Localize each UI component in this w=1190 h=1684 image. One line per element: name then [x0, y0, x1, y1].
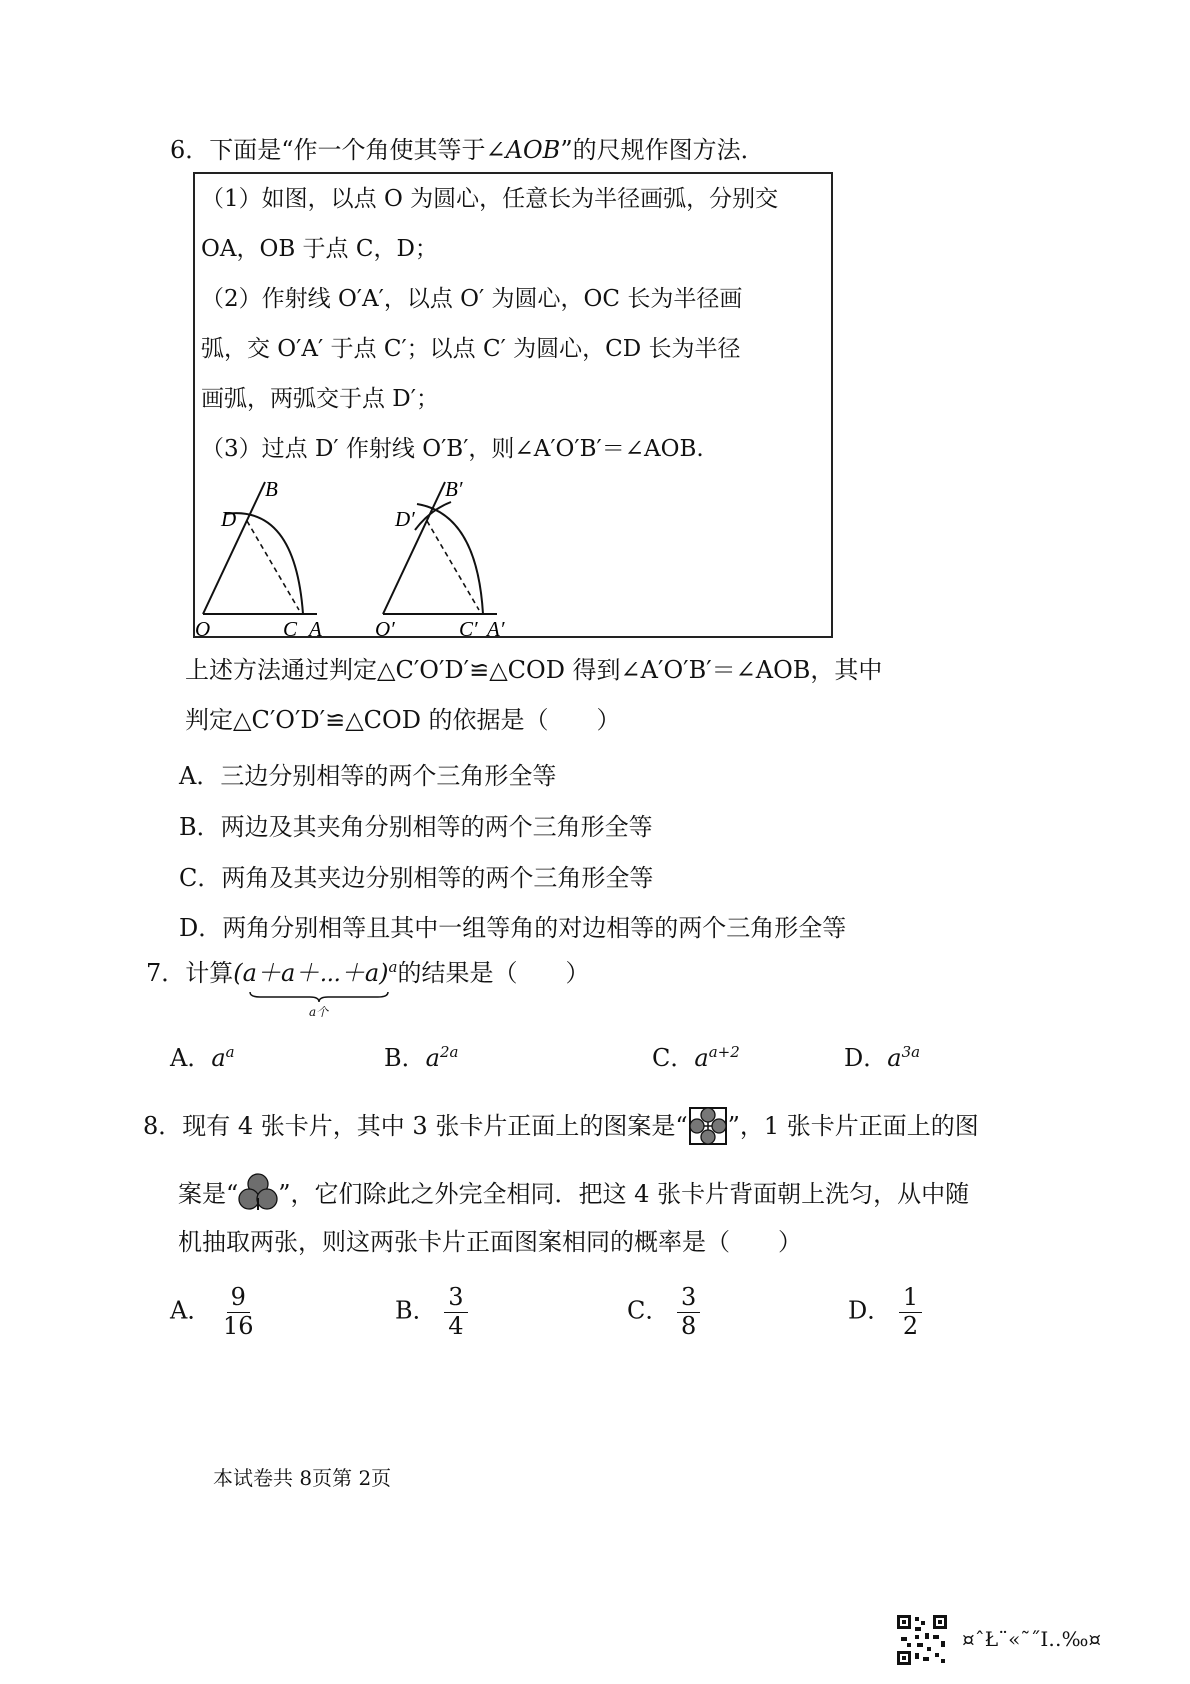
- q7-suffix: 的结果是（ ）: [397, 959, 590, 987]
- q8-number: 8．: [143, 1112, 183, 1140]
- label-d-prime: D′: [395, 507, 415, 531]
- q7-option-c-exponent: a+2: [708, 1043, 740, 1061]
- step3-line: （3）过点 D′ 作射线 O′B′，则∠A′O′B′＝∠AOB.: [201, 436, 704, 462]
- q7-number: 7．: [146, 959, 186, 987]
- squares-circles-pattern-icon: [688, 1106, 728, 1146]
- q8-option-c-numerator: 3: [677, 1284, 700, 1313]
- q6-option-c[interactable]: C．两角及其夹边分别相等的两个三角形全等: [179, 864, 654, 892]
- q8-option-c[interactable]: [627, 1284, 700, 1340]
- ray-ob: [203, 482, 265, 614]
- q6-stem-angle: ∠AOB: [485, 136, 561, 164]
- q8-option-b[interactable]: [395, 1284, 468, 1340]
- q7-option-b-exponent: 2a: [439, 1043, 459, 1061]
- q6-after-line-b: 判定△C′O′D′≌△COD 的依据是（ ）: [185, 706, 621, 734]
- q8-line1-a: 现有 4 张卡片，其中 3 张卡片正面上的图案是“: [182, 1112, 688, 1140]
- q7-expression: (a＋a＋⋯＋a): [233, 959, 389, 987]
- q6-stem-prefix: 下面是“作一个角使其等于: [209, 136, 486, 164]
- q8-option-d[interactable]: [848, 1284, 922, 1340]
- q7-option-c[interactable]: [652, 1038, 740, 1073]
- q8-option-d-denominator: 2: [902, 1311, 919, 1340]
- label-a-prime: A′: [487, 617, 505, 638]
- qr-code-icon: [895, 1613, 949, 1667]
- q7-option-b[interactable]: [384, 1038, 458, 1073]
- step2-line-b: 弧，交 O′A′ 于点 C′；以点 C′ 为圆心，CD 长为半径: [201, 336, 741, 362]
- label-c: C: [283, 617, 298, 638]
- q6-option-b[interactable]: B．两边及其夹角分别相等的两个三角形全等: [179, 813, 653, 841]
- q7-option-c-base: a: [694, 1044, 709, 1072]
- q8-option-d-fraction: [899, 1284, 922, 1340]
- q7-option-b-label: B．: [384, 1044, 426, 1072]
- q8-line2-a: 案是“: [178, 1180, 239, 1208]
- figure-constructed-angle: [375, 474, 575, 638]
- q6-option-d[interactable]: D．两角分别相等且其中一组等角的对边相等的两个三角形全等: [179, 914, 847, 942]
- label-a: A: [309, 617, 322, 638]
- q8-option-b-denominator: 4: [448, 1311, 464, 1340]
- segment-cd-dashed: [247, 521, 299, 610]
- q6-stem: [170, 136, 765, 165]
- q7-prefix: 计算: [185, 959, 234, 987]
- q7-option-d-base: a: [887, 1044, 902, 1072]
- q7-option-d[interactable]: [844, 1038, 920, 1073]
- qr-caption: ¤ˆŁ¨«˜˝Ι‥‰¤: [962, 1627, 1102, 1651]
- q7-option-d-exponent: 3a: [901, 1043, 921, 1061]
- q8-line1-b: ”，1 张卡片正面上的图: [727, 1112, 979, 1140]
- label-b-prime: B′: [445, 477, 463, 501]
- q8-option-b-fraction: [444, 1284, 467, 1340]
- q7-option-a-exponent: a: [225, 1043, 235, 1061]
- q7-option-a-base: a: [211, 1044, 226, 1072]
- q7-exponent: a: [388, 958, 398, 976]
- q8-option-a-fraction: [219, 1284, 258, 1340]
- q8-line2-b: ”，它们除此之外完全相同．把这 4 张卡片背面朝上洗匀，从中随: [278, 1180, 970, 1208]
- q6-after-line-a: 上述方法通过判定△C′O′D′≌△COD 得到∠A′O′B′＝∠AOB，其中: [185, 656, 883, 684]
- label-c-prime: C′: [459, 617, 478, 638]
- q7-stem: [146, 958, 590, 988]
- label-b: B: [265, 477, 278, 501]
- ray-o-prime-b-prime: [383, 482, 445, 614]
- q8-line-1: [143, 1106, 979, 1146]
- q8-option-d-numerator: 1: [899, 1284, 922, 1313]
- q6-option-a[interactable]: A．三边分别相等的两个三角形全等: [179, 762, 557, 790]
- q7-option-a-label: A．: [170, 1044, 212, 1072]
- q8-option-a-label: A．: [170, 1296, 212, 1325]
- segment-c-prime-d-prime-dashed: [427, 521, 479, 610]
- q8-option-a-numerator: 9: [227, 1284, 250, 1313]
- label-o-prime: O′: [375, 617, 395, 638]
- label-d: D: [221, 507, 237, 531]
- q7-underbrace: [248, 990, 390, 1004]
- q8-option-b-numerator: 3: [444, 1284, 467, 1313]
- three-circles-pattern-icon: [238, 1172, 278, 1212]
- q7-option-c-label: C．: [652, 1044, 695, 1072]
- page-footer: 本试卷共 8页第 2页: [213, 1466, 392, 1490]
- q8-line-3: 机抽取两张，则这两张卡片正面图案相同的概率是（ ）: [178, 1228, 802, 1256]
- q6-stem-suffix: ”的尺规作图方法．: [560, 136, 765, 164]
- q7-option-d-label: D．: [844, 1044, 888, 1072]
- q8-option-c-fraction: [677, 1284, 700, 1340]
- construction-box: [193, 172, 833, 638]
- step1-line-a: （1）如图，以点 O 为圆心，任意长为半径画弧，分别交: [201, 186, 779, 212]
- q8-line-2: [178, 1172, 969, 1212]
- q8-option-d-label: D．: [848, 1296, 892, 1325]
- q8-option-a[interactable]: [170, 1284, 258, 1340]
- q8-option-a-denominator: 16: [222, 1311, 254, 1340]
- step1-line-b: OA，OB 于点 C，D；: [201, 236, 438, 262]
- step2-line-c: 画弧，两弧交于点 D′；: [201, 386, 439, 412]
- step2-line-a: （2）作射线 O′A′，以点 O′ 为圆心，OC 长为半径画: [201, 286, 743, 312]
- q7-underbrace-label: a个: [309, 1005, 329, 1019]
- q8-option-b-label: B．: [395, 1296, 437, 1325]
- q7-option-a[interactable]: [170, 1038, 235, 1073]
- q6-number: 6．: [170, 136, 210, 164]
- label-o: O: [195, 617, 211, 638]
- arc-cd: [225, 513, 303, 614]
- q7-option-b-base: a: [425, 1044, 440, 1072]
- q8-option-c-denominator: 8: [681, 1311, 697, 1340]
- q8-option-c-label: C．: [627, 1296, 670, 1325]
